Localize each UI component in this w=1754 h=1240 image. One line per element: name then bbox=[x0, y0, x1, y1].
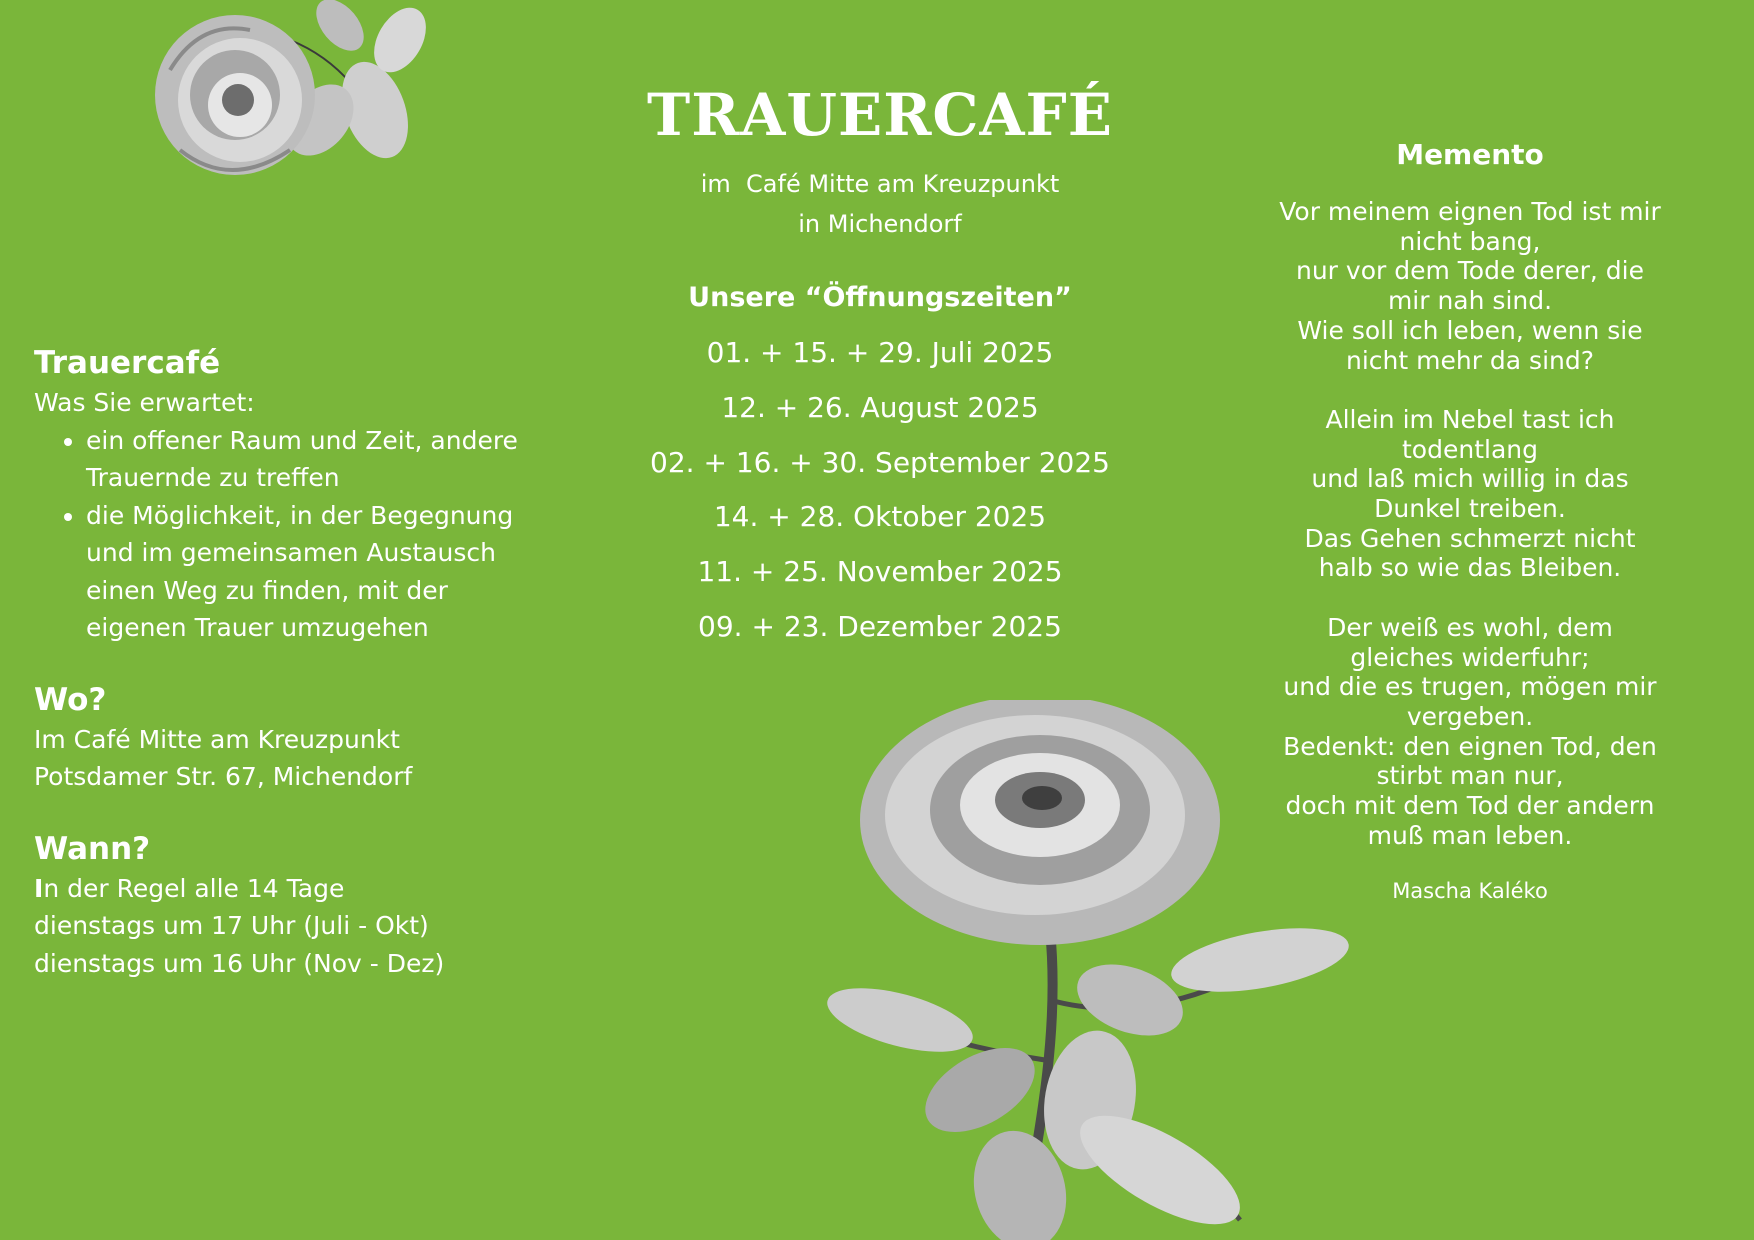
list-item-line: einen Weg zu finden, mit der bbox=[86, 575, 448, 605]
wo-heading: Wo? bbox=[34, 681, 107, 718]
poem-line: Dunkel treiben. bbox=[1374, 494, 1566, 524]
venue bbox=[620, 164, 1140, 244]
date-item: 14. + 28. Oktober 2025 bbox=[713, 500, 1047, 534]
poem-stanza bbox=[1245, 197, 1695, 375]
poem-line: Das Gehen schmerzt nicht bbox=[1304, 523, 1636, 553]
poem-stanza bbox=[1245, 613, 1695, 851]
date-item: 01. + 15. + 29. Juli 2025 bbox=[706, 336, 1054, 369]
center-column bbox=[620, 80, 1140, 655]
poem-stanza bbox=[1245, 405, 1695, 583]
info-column bbox=[34, 342, 574, 1014]
list-item-line: Trauernde zu treffen bbox=[86, 463, 340, 492]
poem-line: Allein im Nebel tast ich bbox=[1325, 404, 1615, 434]
poem-line: nicht mehr da sind? bbox=[1345, 345, 1595, 375]
poem-line: nur vor dem Tode derer, die bbox=[1295, 256, 1645, 286]
poem-line: gleiches widerfuhr; bbox=[1350, 642, 1590, 672]
list-item bbox=[86, 422, 574, 497]
address-line: Potsdamer Str. 67, Michendorf bbox=[34, 762, 413, 791]
trauercafe-intro: Was Sie erwartet: bbox=[34, 388, 255, 417]
poem-line: muß man leben. bbox=[1367, 820, 1573, 850]
poem bbox=[1245, 197, 1695, 850]
schedule-line-rest: n der Regel alle 14 Tage bbox=[43, 873, 345, 903]
list-item-line: • ein offener Raum und Zeit, andere bbox=[86, 425, 518, 455]
poem-line: Wie soll ich leben, wenn sie bbox=[1297, 315, 1643, 345]
poem-line: mir nah sind. bbox=[1387, 286, 1553, 316]
poem-line: Der weiß es wohl, dem bbox=[1327, 612, 1613, 642]
schedule-line: dienstags um 16 Uhr (Nov - Dez) bbox=[34, 948, 445, 978]
wann-heading: Wann? bbox=[34, 830, 151, 867]
trauercafe-section bbox=[34, 342, 574, 647]
opening-hours-heading: Unsere “Öffnungszeiten” bbox=[688, 282, 1072, 313]
date-item: 09. + 23. Dezember 2025 bbox=[698, 609, 1062, 643]
poem-line: todentlang bbox=[1402, 434, 1538, 464]
poem-line: doch mit dem Tod der andern bbox=[1285, 791, 1655, 821]
list-item-line: und im gemeinsamen Austausch bbox=[86, 538, 496, 567]
dates-list bbox=[620, 326, 1140, 655]
poem-line: stirbt man nur, bbox=[1376, 761, 1564, 791]
poem-line: Vor meinem eignen Tod ist mir bbox=[1279, 197, 1661, 226]
list-item-line: eigenen Trauer umzugehen bbox=[86, 613, 429, 642]
date-item: 12. + 26. August 2025 bbox=[721, 390, 1039, 424]
schedule-line bbox=[34, 870, 574, 908]
poem-line: und laß mich willig in das bbox=[1311, 464, 1629, 494]
poem-line: nicht bang, bbox=[1399, 226, 1541, 256]
poem-author: Mascha Kaléko bbox=[1392, 879, 1548, 904]
wann-section bbox=[34, 828, 574, 983]
date-item: 02. + 16. + 30. September 2025 bbox=[650, 445, 1110, 479]
trauercafe-heading: Trauercafé bbox=[34, 345, 221, 381]
list-item-line: • die Möglichkeit, in der Begegnung bbox=[86, 500, 514, 530]
wo-section bbox=[34, 679, 574, 796]
poem-line: Bedenkt: den eignen Tod, den bbox=[1283, 731, 1657, 761]
poem-line: vergeben. bbox=[1406, 701, 1534, 731]
schedule-initial: I bbox=[34, 873, 44, 903]
page-title: TRAUERCAFÉ bbox=[647, 81, 1113, 149]
venue-line: im Café Mitte am Kreuzpunkt bbox=[700, 170, 1060, 198]
list-item bbox=[86, 497, 574, 647]
expectations-list bbox=[34, 422, 574, 647]
rose-illustration-top bbox=[140, 0, 430, 205]
schedule-line: dienstags um 17 Uhr (Juli - Okt) bbox=[34, 911, 429, 940]
venue-line: in Michendorf bbox=[798, 210, 962, 238]
address-line: Im Café Mitte am Kreuzpunkt bbox=[34, 724, 400, 754]
poem-title: Memento bbox=[1396, 138, 1544, 171]
poem-line: halb so wie das Bleiben. bbox=[1318, 553, 1622, 583]
poem-line: und die es trugen, mögen mir bbox=[1283, 672, 1657, 702]
poem-column bbox=[1245, 135, 1695, 906]
date-item: 11. + 25. November 2025 bbox=[697, 555, 1063, 589]
